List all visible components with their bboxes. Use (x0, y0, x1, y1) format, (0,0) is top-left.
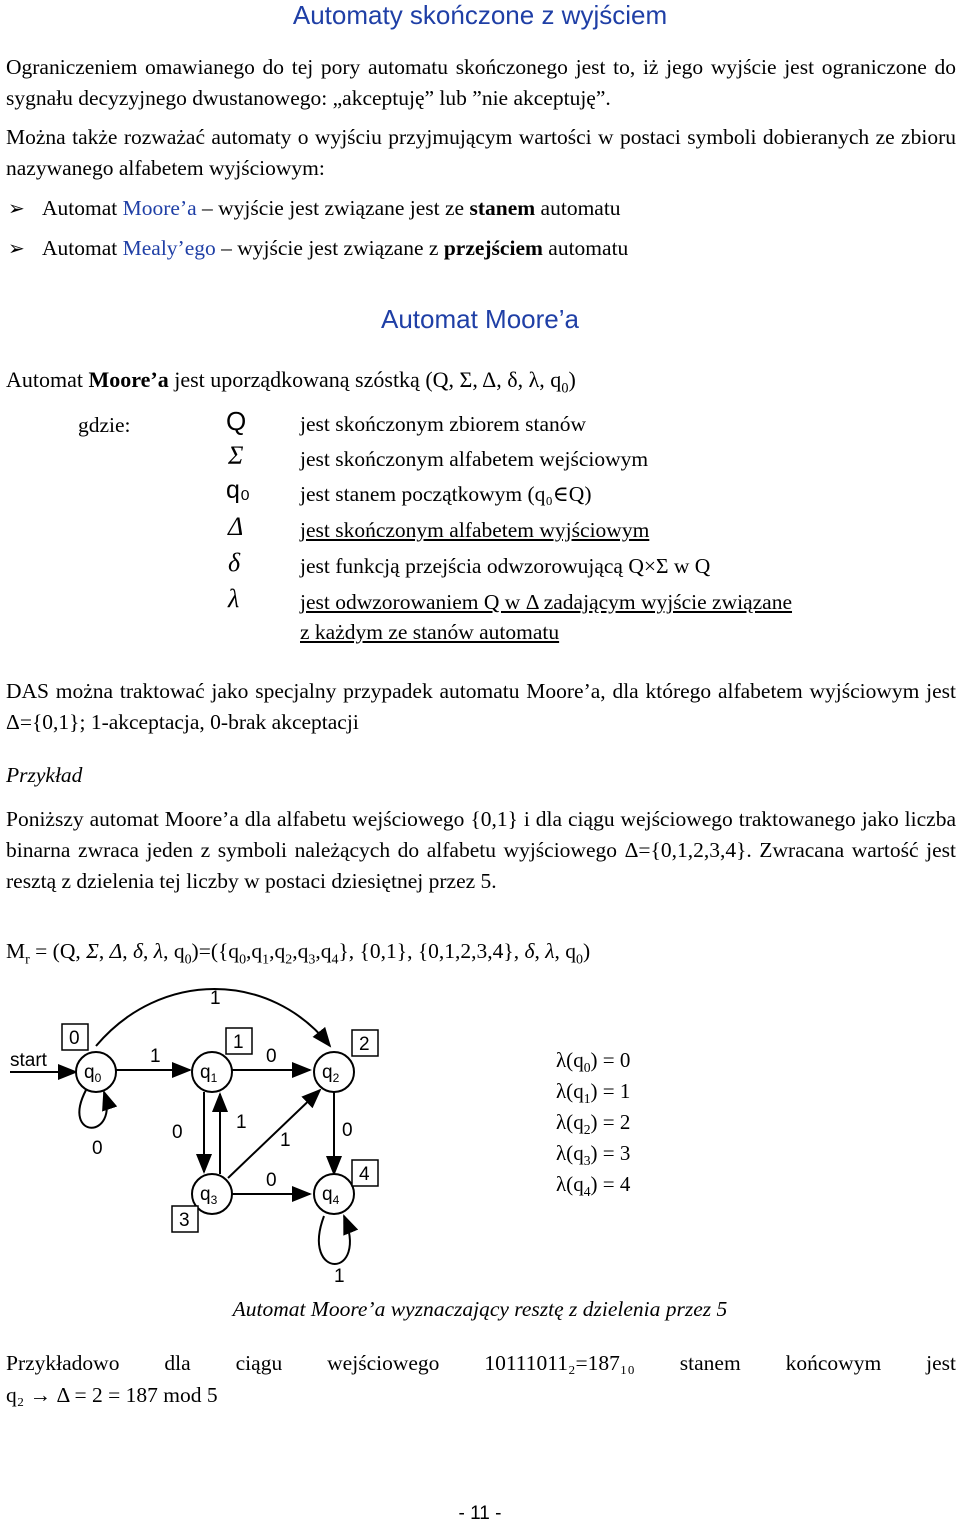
example-label: Przykład (6, 763, 83, 787)
intro-paragraph-1: Ograniczeniem omawianego do tej pory automatu skończonego jest to, iż jego wyjście jest ograniczone do sygnału decyzyjnego dwustanowego: „akceptuję” lub ”nie akceptuję”. (6, 55, 956, 110)
edge-label-q4-self: 1 (334, 1266, 345, 1287)
state-q3 (172, 1174, 232, 1232)
arrow-bullet-icon: ➢ (8, 236, 25, 260)
def-symbol: Δ (228, 512, 244, 541)
edge-label-q0-q1: 1 (150, 1046, 161, 1067)
svg-text:q1: $q_1$ (200, 1062, 218, 1085)
def-text: jest odwzorowaniem Q w Δ zadającym wyjście związane (300, 590, 793, 614)
edge-label-q3-q4: 0 (266, 1170, 277, 1191)
svg-text:4: 4 (359, 1164, 370, 1185)
edge-label-q3-q1: 1 (236, 1112, 247, 1133)
lambda-item: $\lambda(q_1) = 1$ (556, 1079, 631, 1107)
lambda-list (556, 1048, 630, 1203)
lambda-item: $\lambda(q_4) = 4$ (556, 1172, 631, 1200)
intro-paragraph-2: Można także rozważać automaty o wyjściu przyjmującym wartości w postaci symboli dobieranych ze zbioru nazywanego alfabetem wyjściowym: (6, 125, 956, 180)
where-label: gdzie: (78, 413, 131, 437)
svg-text:3: 3 (179, 1210, 190, 1231)
def-symbol: δ (228, 548, 241, 577)
def-text: jest skończonym zbiorem stanów (300, 412, 587, 436)
edge-q3-q2 (228, 1090, 320, 1178)
lambda-item: $\lambda(q_3) = 3$ (556, 1141, 631, 1169)
def-text: jest skończonym alfabetem wyjściowym (300, 518, 650, 542)
edge-label-q1-q3: 0 (172, 1122, 183, 1143)
page-number: - 11 - (458, 1503, 502, 1524)
edge-label-q0-self: 0 (92, 1138, 103, 1159)
section-title: Automaty skończone z wyjściem (292, 0, 668, 30)
start-label: start (10, 1050, 47, 1071)
edge-label-q3-q2: 1 (280, 1130, 291, 1151)
moore-state-diagram (0, 980, 420, 1290)
edge-q0-self (79, 1090, 106, 1128)
svg-text:1: 1 (233, 1032, 244, 1053)
def-text-continued: z każdym ze stanów automatu (300, 620, 560, 644)
arrow-bullet-icon: ➢ (8, 196, 25, 220)
def-text: jest stanem początkowym (q₀∈Q) (300, 482, 592, 506)
edge-q4-self (319, 1216, 350, 1264)
def-text: jest skończonym alfabetem wejściowym (300, 447, 649, 471)
def-symbol: λ (228, 584, 240, 613)
diagram-caption: Automat Moore’a wyznaczający resztę z dzielenia przez 5 (232, 1297, 728, 1321)
def-symbol: q₀ (226, 476, 251, 504)
bullet-moore: ➢ Automat Moore’a – wyjście jest związane jest ze stanem automatu (8, 196, 621, 220)
lambda-item: $\lambda(q_0) = 0$ (556, 1048, 631, 1076)
final-example-line-2: q₂ → Δ = 2 = 187 mod 5 (6, 1383, 218, 1407)
subtitle-moore: Automat Moore’a (381, 304, 579, 334)
svg-text:2: 2 (359, 1034, 370, 1055)
state-q1 (192, 1028, 252, 1092)
bullet-mealy: ➢ Automat Mealy’ego – wyjście jest związane z przejściem automatu (8, 236, 629, 260)
def-symbol: Σ (228, 441, 244, 470)
svg-text:q3: $q_3$ (200, 1184, 218, 1207)
svg-text:q4: $q_4$ (322, 1184, 340, 1207)
def-text: jest funkcją przejścia odwzorowującą Q×Σ w Q (300, 554, 711, 578)
edge-label-q2-q4: 0 (342, 1120, 353, 1141)
definition-line: Automat Moore’a jest uporządkowaną szóstką (Q, Σ, Δ, δ, λ, $q_0$) (6, 367, 576, 397)
das-paragraph: DAS można traktować jako specjalny przypadek automatu Moore’a, dla którego alfabetem wyjściowym jest Δ={0,1}; 1-akceptacja, 0-brak akceptacji (6, 679, 956, 734)
example-paragraph: Poniższy automat Moore’a dla alfabetu wejściowego {0,1} i dla ciągu wejściowego traktowanego jako liczba binarna zwraca jeden z symboli należących do alfabetu wyjściowego Δ={0,1,2,3,4}. Zwracana wartość jest resztą z dzielenia tej liczby w postaci dziesiętnej przez 5. (6, 807, 956, 893)
svg-text:q2: $q_2$ (322, 1062, 340, 1085)
state-q4 (314, 1160, 378, 1214)
svg-text:0: 0 (69, 1028, 80, 1049)
lambda-item: $\lambda(q_2) = 2$ (556, 1110, 631, 1138)
edge-label-q0-q2: 1 (210, 988, 221, 1009)
def-symbol: Q (226, 406, 247, 436)
svg-text:q0: $q_0$ (84, 1062, 102, 1085)
mr-formula: $M_r = (Q$, Σ, Δ, δ, λ, $q_0)=(\{q_0,q_1,q_2,q_3,q_4\}$, {0,1}, {0,1,2,3,4}, δ, λ, $q_0$) (6, 939, 591, 968)
edge-label-q1-q2: 0 (266, 1046, 277, 1067)
final-example-line-1: Przykładowo dla ciągu wejściowego 10111011₂=187₁₀ stanem końcowym jest (6, 1351, 956, 1375)
